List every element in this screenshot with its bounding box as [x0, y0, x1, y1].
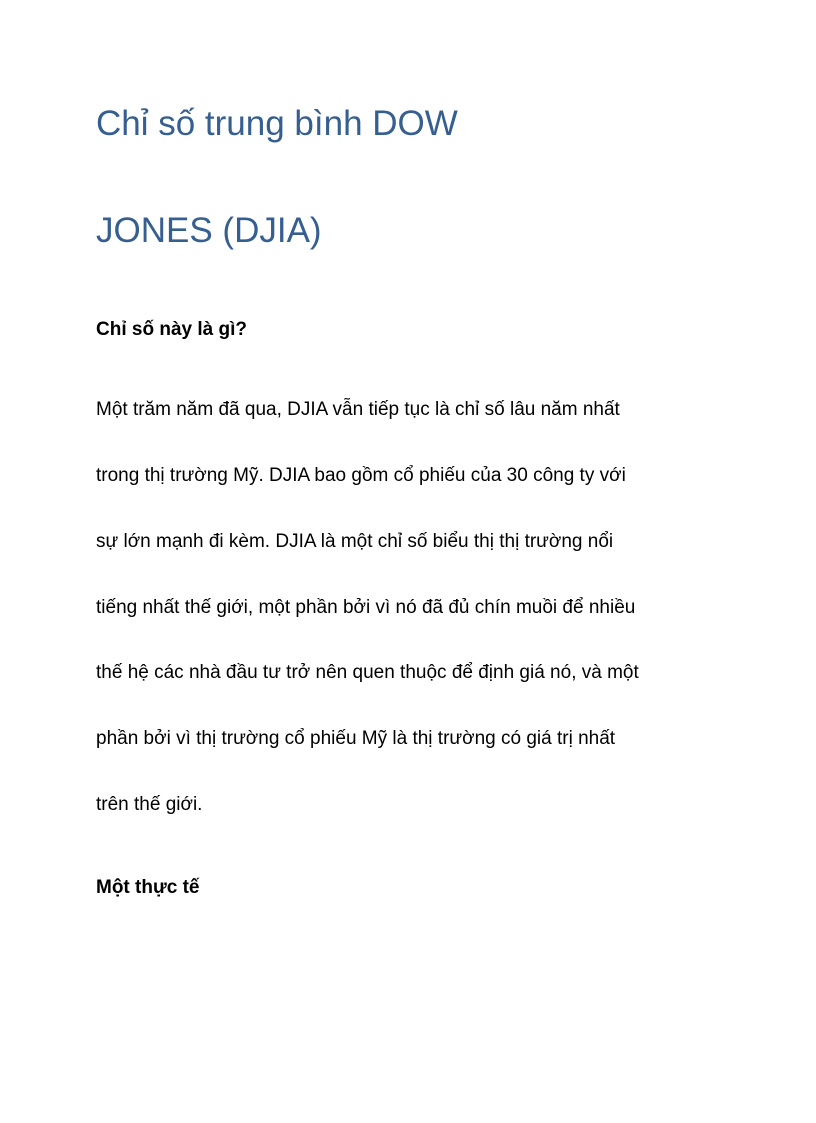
- paragraph-line: Một trăm năm đã qua, DJIA vẫn tiếp tục là chỉ số lâu năm nhất: [96, 399, 620, 420]
- section-heading-what-is: Chỉ số này là gì?: [96, 319, 247, 340]
- paragraph-line: trong thị trường Mỹ. DJIA bao gồm cổ phiếu của 30 công ty với: [96, 465, 626, 486]
- paragraph-line: trên thế giới.: [96, 794, 203, 815]
- paragraph-line: tiếng nhất thế giới, một phần bởi vì nó đã đủ chín muồi để nhiều: [96, 597, 636, 618]
- section-heading-fact: Một thực tế: [96, 877, 200, 898]
- paragraph-line: phần bởi vì thị trường cổ phiếu Mỹ là thị trường có giá trị nhất: [96, 728, 616, 749]
- document-title-line-1: Chỉ số trung bình DOW: [96, 104, 458, 143]
- paragraph-line: thế hệ các nhà đầu tư trở nên quen thuộc để định giá nó, và một: [96, 662, 639, 683]
- paragraph-line: sự lớn mạnh đi kèm. DJIA là một chỉ số biểu thị thị trường nổi: [96, 531, 614, 552]
- document-title-line-2: JONES (DJIA): [96, 211, 322, 250]
